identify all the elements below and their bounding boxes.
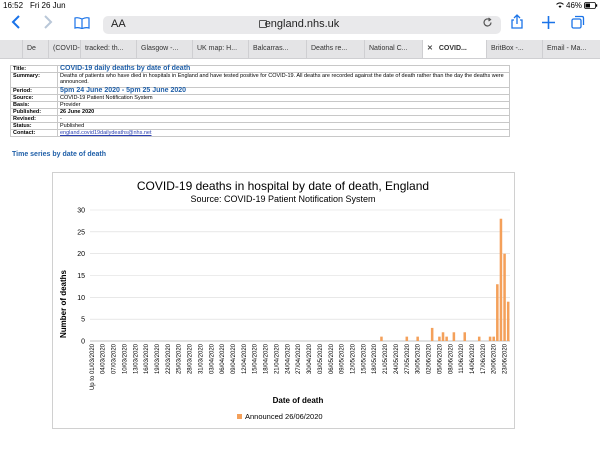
x-tick-label: 22/03/2020	[165, 344, 172, 375]
cell-label: Period:	[11, 88, 58, 95]
source-value: COVID-19 Patient Notification System	[58, 95, 510, 102]
cell-label: Revised:	[11, 116, 58, 123]
tab-item[interactable]	[364, 40, 422, 58]
status-date: Fri 26 Jun	[30, 1, 66, 10]
x-tick-label: 27/05/2020	[404, 344, 411, 375]
table-row	[11, 123, 510, 130]
browser-toolbar	[0, 12, 600, 38]
published-value: 26 June 2020	[58, 109, 510, 116]
tab-item[interactable]	[542, 40, 600, 58]
bar	[500, 219, 503, 341]
reload-icon[interactable]	[482, 17, 493, 31]
cell-label: Summary:	[11, 73, 58, 88]
tab-label: Glasgow -...	[141, 45, 179, 52]
x-tick-label: 28/03/2020	[187, 344, 194, 375]
tab-item[interactable]	[80, 40, 136, 58]
bar	[445, 337, 448, 341]
legend-swatch	[237, 414, 242, 419]
chart-subtitle: Source: COVID-19 Patient Notification System	[190, 194, 376, 204]
x-tick-label: 10/03/2020	[122, 344, 129, 375]
tab-label: De	[27, 45, 36, 52]
status-time: 16:52	[3, 1, 24, 10]
battery-percent: 46%	[566, 1, 583, 10]
x-tick-label: 17/06/2020	[480, 344, 487, 375]
bar	[478, 337, 481, 341]
summary-text: Deaths of patients who have died in hospitals in England and have tested positive for COVID-19. All deaths are recorded against the date of death rather than the day the deaths were announced.	[58, 73, 510, 88]
tab-item[interactable]	[192, 40, 248, 58]
tab-bar	[0, 40, 600, 59]
x-tick-label: 21/04/2020	[274, 344, 281, 375]
x-tick-label: 03/04/2020	[209, 344, 216, 375]
x-tick-label: Up to 01/03/2020	[89, 344, 96, 391]
x-tick-label: 18/04/2020	[263, 344, 270, 375]
x-tick-label: 31/03/2020	[198, 344, 205, 375]
chevron-right-icon[interactable]	[38, 12, 58, 38]
y-axis-label: Number of deaths	[59, 269, 68, 339]
cell-label: Published:	[11, 109, 58, 116]
chart-canvas	[53, 173, 514, 428]
deaths-chart	[52, 172, 515, 429]
y-tick-label: 15	[77, 273, 85, 280]
x-tick-label: 04/03/2020	[100, 344, 107, 375]
status-value: Published	[58, 123, 510, 130]
bar	[507, 302, 510, 341]
report-title: COVID-19 daily deaths by date of death	[58, 66, 510, 73]
bar	[489, 337, 492, 341]
y-tick-label: 10	[77, 294, 85, 302]
tab-item[interactable]	[486, 40, 542, 58]
x-tick-label: 24/05/2020	[393, 344, 400, 375]
chart-title: COVID-19 deaths in hospital by date of death, England	[136, 179, 430, 193]
tab-label: tracked: th...	[85, 45, 124, 52]
x-tick-label: 16/03/2020	[144, 344, 151, 375]
address-bar[interactable]	[103, 16, 501, 34]
x-tick-label: 13/03/2020	[133, 344, 140, 375]
bar	[496, 284, 499, 341]
x-tick-label: 30/04/2020	[307, 344, 314, 375]
x-tick-label: 18/05/2020	[372, 344, 379, 375]
plus-icon[interactable]	[538, 12, 558, 38]
cell-label: Contact:	[11, 130, 58, 137]
y-tick-label: 20	[77, 251, 85, 259]
x-tick-label: 24/04/2020	[285, 344, 292, 375]
x-tick-label: 14/06/2020	[469, 344, 476, 375]
section-heading: Time series by date of death	[12, 151, 107, 158]
x-tick-label: 03/05/2020	[317, 344, 324, 375]
bar	[431, 328, 434, 341]
y-tick-label: 30	[77, 207, 85, 215]
x-tick-label: 08/06/2020	[448, 344, 455, 375]
x-tick-label: 09/05/2020	[339, 344, 346, 375]
tab-item[interactable]	[48, 40, 80, 58]
cell-label: Source:	[11, 95, 58, 102]
book-icon[interactable]	[72, 12, 92, 38]
legend-entry: Announced 26/06/2020	[245, 412, 323, 421]
table-row	[11, 88, 510, 95]
tab-item[interactable]	[248, 40, 306, 58]
tab-item[interactable]	[22, 40, 48, 58]
bar	[380, 337, 383, 341]
tab-item[interactable]	[306, 40, 364, 58]
x-tick-label: 12/05/2020	[350, 344, 357, 375]
tab-label: COVID...	[438, 45, 467, 52]
x-tick-label: 07/03/2020	[111, 344, 118, 375]
period-value: 5pm 24 June 2020 - 5pm 25 June 2020	[58, 88, 510, 95]
x-tick-label: 05/06/2020	[437, 344, 444, 375]
contact-link[interactable]: england.covid19dailydeaths@nhs.net	[58, 130, 510, 137]
revised-value: -	[58, 116, 510, 123]
table-row	[11, 66, 510, 73]
tabs-icon[interactable]	[568, 12, 588, 38]
tab-label: Email - Ma...	[547, 45, 587, 52]
cell-label: Title:	[11, 66, 58, 73]
tab-label: National C...	[369, 45, 408, 52]
x-tick-label: 15/04/2020	[252, 344, 259, 375]
wifi-icon	[555, 1, 565, 11]
x-tick-label: 06/05/2020	[328, 344, 335, 375]
x-tick-label: 20/06/2020	[491, 344, 498, 375]
bar	[492, 337, 495, 341]
x-tick-label: 23/06/2020	[502, 344, 509, 375]
status-bar	[0, 0, 600, 12]
table-row	[11, 102, 510, 109]
close-icon[interactable]: ✕	[427, 45, 433, 52]
tab-label: (COVID-	[53, 45, 80, 52]
table-row	[11, 130, 510, 137]
tab-label: BritBox -...	[491, 45, 524, 52]
x-tick-label: 11/06/2020	[459, 344, 466, 374]
bar	[453, 332, 456, 341]
bar	[463, 332, 466, 341]
bar	[406, 337, 409, 341]
tab-item[interactable]	[136, 40, 192, 58]
y-tick-label: 5	[81, 316, 85, 324]
x-axis-label: Date of death	[272, 396, 324, 405]
chevron-left-icon[interactable]	[6, 12, 26, 38]
battery-icon	[584, 2, 598, 11]
bar	[442, 332, 445, 341]
x-tick-label: 06/04/2020	[220, 344, 227, 375]
text-size-button[interactable]: AA	[111, 18, 126, 30]
y-tick-label: 0	[81, 338, 85, 346]
table-row	[11, 73, 510, 88]
url-text[interactable]: england.nhs.uk	[264, 18, 340, 30]
tab-label: Balcarras...	[253, 45, 289, 52]
tab-label: Deaths re...	[311, 45, 348, 52]
table-row	[11, 116, 510, 123]
table-row	[11, 109, 510, 116]
share-icon[interactable]	[507, 12, 527, 38]
x-tick-label: 09/04/2020	[231, 344, 238, 375]
tab-item-active[interactable]	[422, 40, 486, 58]
x-tick-label: 02/06/2020	[426, 344, 433, 375]
x-tick-label: 27/04/2020	[296, 344, 303, 375]
bar	[416, 337, 419, 341]
table-row	[11, 95, 510, 102]
x-tick-label: 19/03/2020	[154, 344, 161, 375]
metadata-table	[10, 65, 510, 137]
x-tick-label: 15/05/2020	[361, 344, 368, 375]
x-tick-label: 30/05/2020	[415, 344, 422, 375]
x-tick-label: 25/03/2020	[176, 344, 183, 375]
x-tick-label: 21/05/2020	[383, 344, 390, 375]
bar	[503, 254, 506, 341]
cell-label: Basis:	[11, 102, 58, 109]
tab-label: UK map: H...	[197, 45, 238, 52]
bar	[438, 337, 441, 341]
basis-value: Provider	[58, 102, 510, 109]
x-tick-label: 12/04/2020	[241, 344, 248, 375]
y-tick-label: 25	[77, 229, 85, 237]
cell-label: Status:	[11, 123, 58, 130]
